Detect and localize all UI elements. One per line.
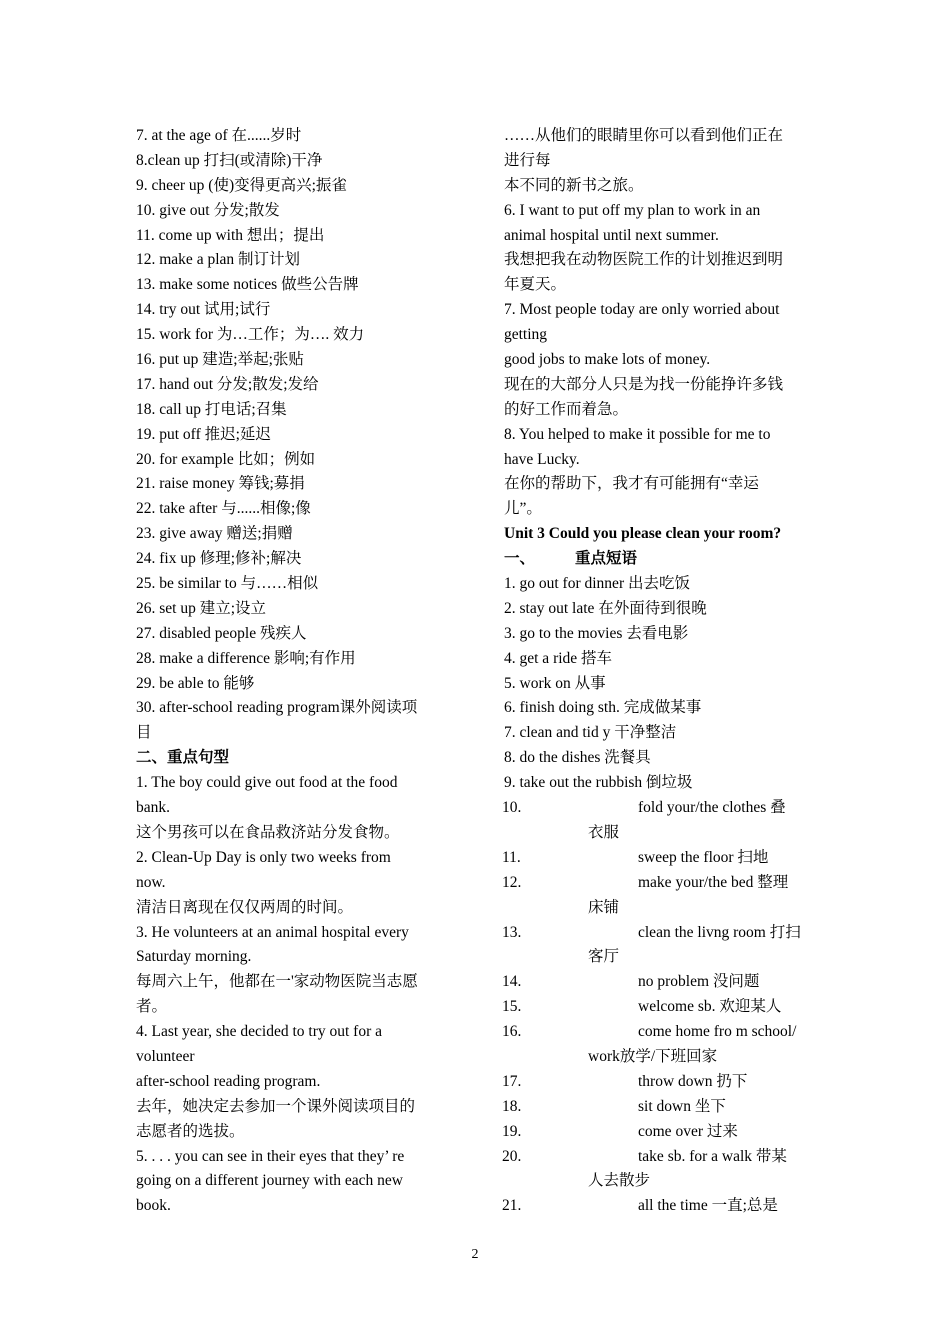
phrase-item: 14. try out 试用;试行: [136, 301, 271, 319]
sentence-line: 5. . . . you can see in their eyes that they’ re: [136, 1147, 405, 1165]
phrase-continuation: 衣服: [588, 823, 620, 841]
phrase-number: 15.: [502, 998, 522, 1016]
numbered-phrase: [504, 1020, 822, 1045]
sentence-line: 的好工作而着急。: [504, 400, 629, 418]
sentence-line: after-school reading program.: [136, 1072, 321, 1090]
phrase-item: 28. make a difference 影响;有作用: [136, 649, 356, 667]
numbered-phrase: [504, 970, 822, 995]
sentence-line: 我想把我在动物医院工作的计划推迟到明: [504, 251, 784, 269]
numbered-phrase-list: [504, 796, 822, 1219]
phrase-item: 29. be able to 能够: [136, 674, 255, 692]
phrase-number: 14.: [502, 973, 522, 991]
sentence-line: bank.: [136, 799, 171, 817]
phrase-text: fold your/the clothes 叠: [638, 799, 786, 817]
phrase-item: 7. clean and tid y 干净整洁: [504, 724, 677, 742]
phrase-item: 27. disabled people 残疾人: [136, 624, 307, 642]
phrase-number: 12.: [502, 873, 522, 891]
section-heading: 二、重点句型: [136, 749, 230, 767]
left-column: [136, 124, 446, 1219]
phrase-item: 20. for example 比如；例如: [136, 450, 316, 468]
phrase-number: 19.: [502, 1122, 522, 1140]
phrase-item: 19. put off 推迟;延迟: [136, 425, 271, 443]
phrase-item: 22. take after 与......相像;像: [136, 500, 311, 518]
phrase-continuation: 床铺: [588, 898, 620, 916]
phrase-item: 4. get a ride 搭车: [504, 649, 613, 667]
sentence-line: 1. The boy could give out food at the food: [136, 774, 398, 792]
sentence-line: book.: [136, 1197, 171, 1215]
numbered-phrase: [504, 995, 822, 1020]
numbered-phrase: [504, 1070, 822, 1095]
phrase-text: make your/the bed 整理: [638, 873, 789, 891]
phrase-item: 23. give away 赠送;捐赠: [136, 525, 293, 543]
right-column: [504, 124, 822, 1219]
sentence-line: 现在的大部分人只是为找一份能挣许多钱: [504, 375, 784, 393]
phrase-list-left: [136, 124, 446, 746]
sentence-line: 3. He volunteers at an animal hospital every: [136, 923, 409, 941]
phrase-text: come over 过来: [638, 1122, 738, 1140]
phrase-list-right: [504, 572, 822, 796]
sentence-line: 去年，她决定去参加一个课外阅读项目的: [136, 1097, 416, 1115]
sentence-line: good jobs to make lots of money.: [504, 351, 711, 369]
phrase-item: 11. come up with 想出；提出: [136, 226, 325, 244]
phrase-continuation: work放学/下班回家: [588, 1047, 718, 1065]
numbered-phrase: [504, 846, 822, 871]
sentence-line: 儿”。: [504, 500, 542, 518]
numbered-phrase: [504, 1194, 822, 1219]
page-number: 2: [471, 1247, 479, 1262]
phrase-item: 13. make some notices 做些公告牌: [136, 276, 359, 294]
numbered-phrase: [504, 1145, 822, 1170]
subsection-heading: [504, 547, 822, 572]
phrase-item: 6. finish doing sth. 完成做某事: [504, 699, 702, 717]
sentence-line: animal hospital until next summer.: [504, 226, 719, 244]
phrase-item: 25. be similar to 与……相似: [136, 575, 319, 593]
sentence-line: 本不同的新书之旅。: [504, 176, 644, 194]
phrase-text: come home fro m school/: [638, 1023, 797, 1041]
sentence-line: 每周六上午，他都在一'家动物医院当志愿: [136, 973, 418, 991]
phrase-item: 12. make a plan 制订计划: [136, 251, 301, 269]
phrase-text: take sb. for a walk 带某: [638, 1147, 787, 1165]
unit-title: Unit 3 Could you please clean your room?: [504, 525, 782, 543]
sentence-line: 进行每: [504, 151, 551, 169]
phrase-item: 9. take out the rubbish 倒垃圾: [504, 774, 693, 792]
sentence-line: going on a different journey with each new: [136, 1172, 404, 1190]
sentence-line: ……从他们的眼睛里你可以看到他们正在: [504, 127, 784, 144]
sentence-line: 这个男孩可以在食品救济站分发食物。: [136, 823, 400, 841]
phrase-text: sweep the floor 扫地: [638, 848, 769, 866]
phrase-item: 目: [136, 724, 152, 742]
phrase-text: all the time 一直;总是: [638, 1197, 778, 1215]
sentence-list-right: [504, 124, 822, 522]
phrase-item: 15. work for 为…工作；为…. 效力: [136, 326, 365, 344]
phrase-item: 24. fix up 修理;修补;解决: [136, 550, 302, 568]
sentence-line: volunteer: [136, 1047, 195, 1065]
phrase-text: throw down 扔下: [638, 1072, 748, 1090]
sentence-line: Saturday morning.: [136, 948, 252, 966]
phrase-number: 11.: [502, 848, 521, 866]
sentence-line: 6. I want to put off my plan to work in an: [504, 201, 761, 219]
numbered-phrase: [504, 1120, 822, 1145]
phrase-continuation: 人去散步: [588, 1172, 651, 1190]
sentence-line: 4. Last year, she decided to try out for a: [136, 1023, 383, 1041]
phrase-item: 21. raise money 筹钱;募捐: [136, 475, 305, 493]
sentence-list-left: [136, 771, 446, 1219]
phrase-continuation: 客厅: [588, 948, 620, 966]
phrase-item: 16. put up 建造;举起;张贴: [136, 351, 304, 369]
phrase-number: 10.: [502, 799, 522, 817]
numbered-phrase: [504, 921, 822, 946]
phrase-text: welcome sb. 欢迎某人: [638, 998, 782, 1016]
phrase-item: 18. call up 打电话;召集: [136, 400, 287, 418]
phrase-item: 17. hand out 分发;散发;发给: [136, 375, 319, 393]
phrase-item: 2. stay out late 在外面待到很晚: [504, 599, 707, 617]
phrase-number: 17.: [502, 1072, 522, 1090]
sentence-line: 8. You helped to make it possible for me to: [504, 425, 771, 443]
sentence-line: 年夏天。: [504, 276, 567, 294]
sentence-line: 7. Most people today are only worried about: [504, 301, 780, 319]
phrase-text: clean the livng room 打扫: [638, 923, 801, 941]
phrase-item: 9. cheer up (使)变得更高兴;振雀: [136, 176, 347, 194]
phrase-number: 20.: [502, 1147, 522, 1165]
sentence-line: have Lucky.: [504, 450, 580, 468]
phrase-item: 8.clean up 打扫(或清除)干净: [136, 151, 323, 169]
phrase-text: sit down 坐下: [638, 1097, 726, 1115]
numbered-phrase: [504, 796, 822, 821]
sentence-line: 清洁日离现在仅仅两周的时间。: [136, 898, 354, 916]
phrase-item: 8. do the dishes 洗餐具: [504, 749, 651, 767]
sentence-line: getting: [504, 326, 548, 344]
phrase-item: 7. at the age of 在......岁时: [136, 127, 302, 144]
phrase-number: 16.: [502, 1023, 522, 1041]
phrase-item: 26. set up 建立;设立: [136, 599, 267, 617]
phrase-number: 21.: [502, 1197, 522, 1215]
phrase-number: 13.: [502, 923, 522, 941]
phrase-item: 5. work on 从事: [504, 674, 606, 692]
phrase-number: 18.: [502, 1097, 522, 1115]
sentence-line: 者。: [136, 998, 168, 1016]
phrase-item: 30. after-school reading program课外阅读项: [136, 699, 418, 717]
numbered-phrase: [504, 871, 822, 896]
subsection-number: 一、: [504, 550, 536, 568]
sentence-line: 志愿者的选拔。: [136, 1122, 245, 1140]
numbered-phrase: [504, 1095, 822, 1120]
phrase-text: no problem 没问题: [638, 973, 760, 991]
phrase-item: 1. go out for dinner 出去吃饭: [504, 575, 690, 593]
sentence-line: 在你的帮助下，我才有可能拥有“幸运: [504, 475, 759, 493]
subsection-title: 重点短语: [575, 550, 638, 568]
phrase-item: 10. give out 分发;散发: [136, 201, 280, 219]
sentence-line: now.: [136, 873, 166, 891]
phrase-item: 3. go to the movies 去看电影: [504, 624, 689, 642]
sentence-line: 2. Clean-Up Day is only two weeks from: [136, 848, 391, 866]
